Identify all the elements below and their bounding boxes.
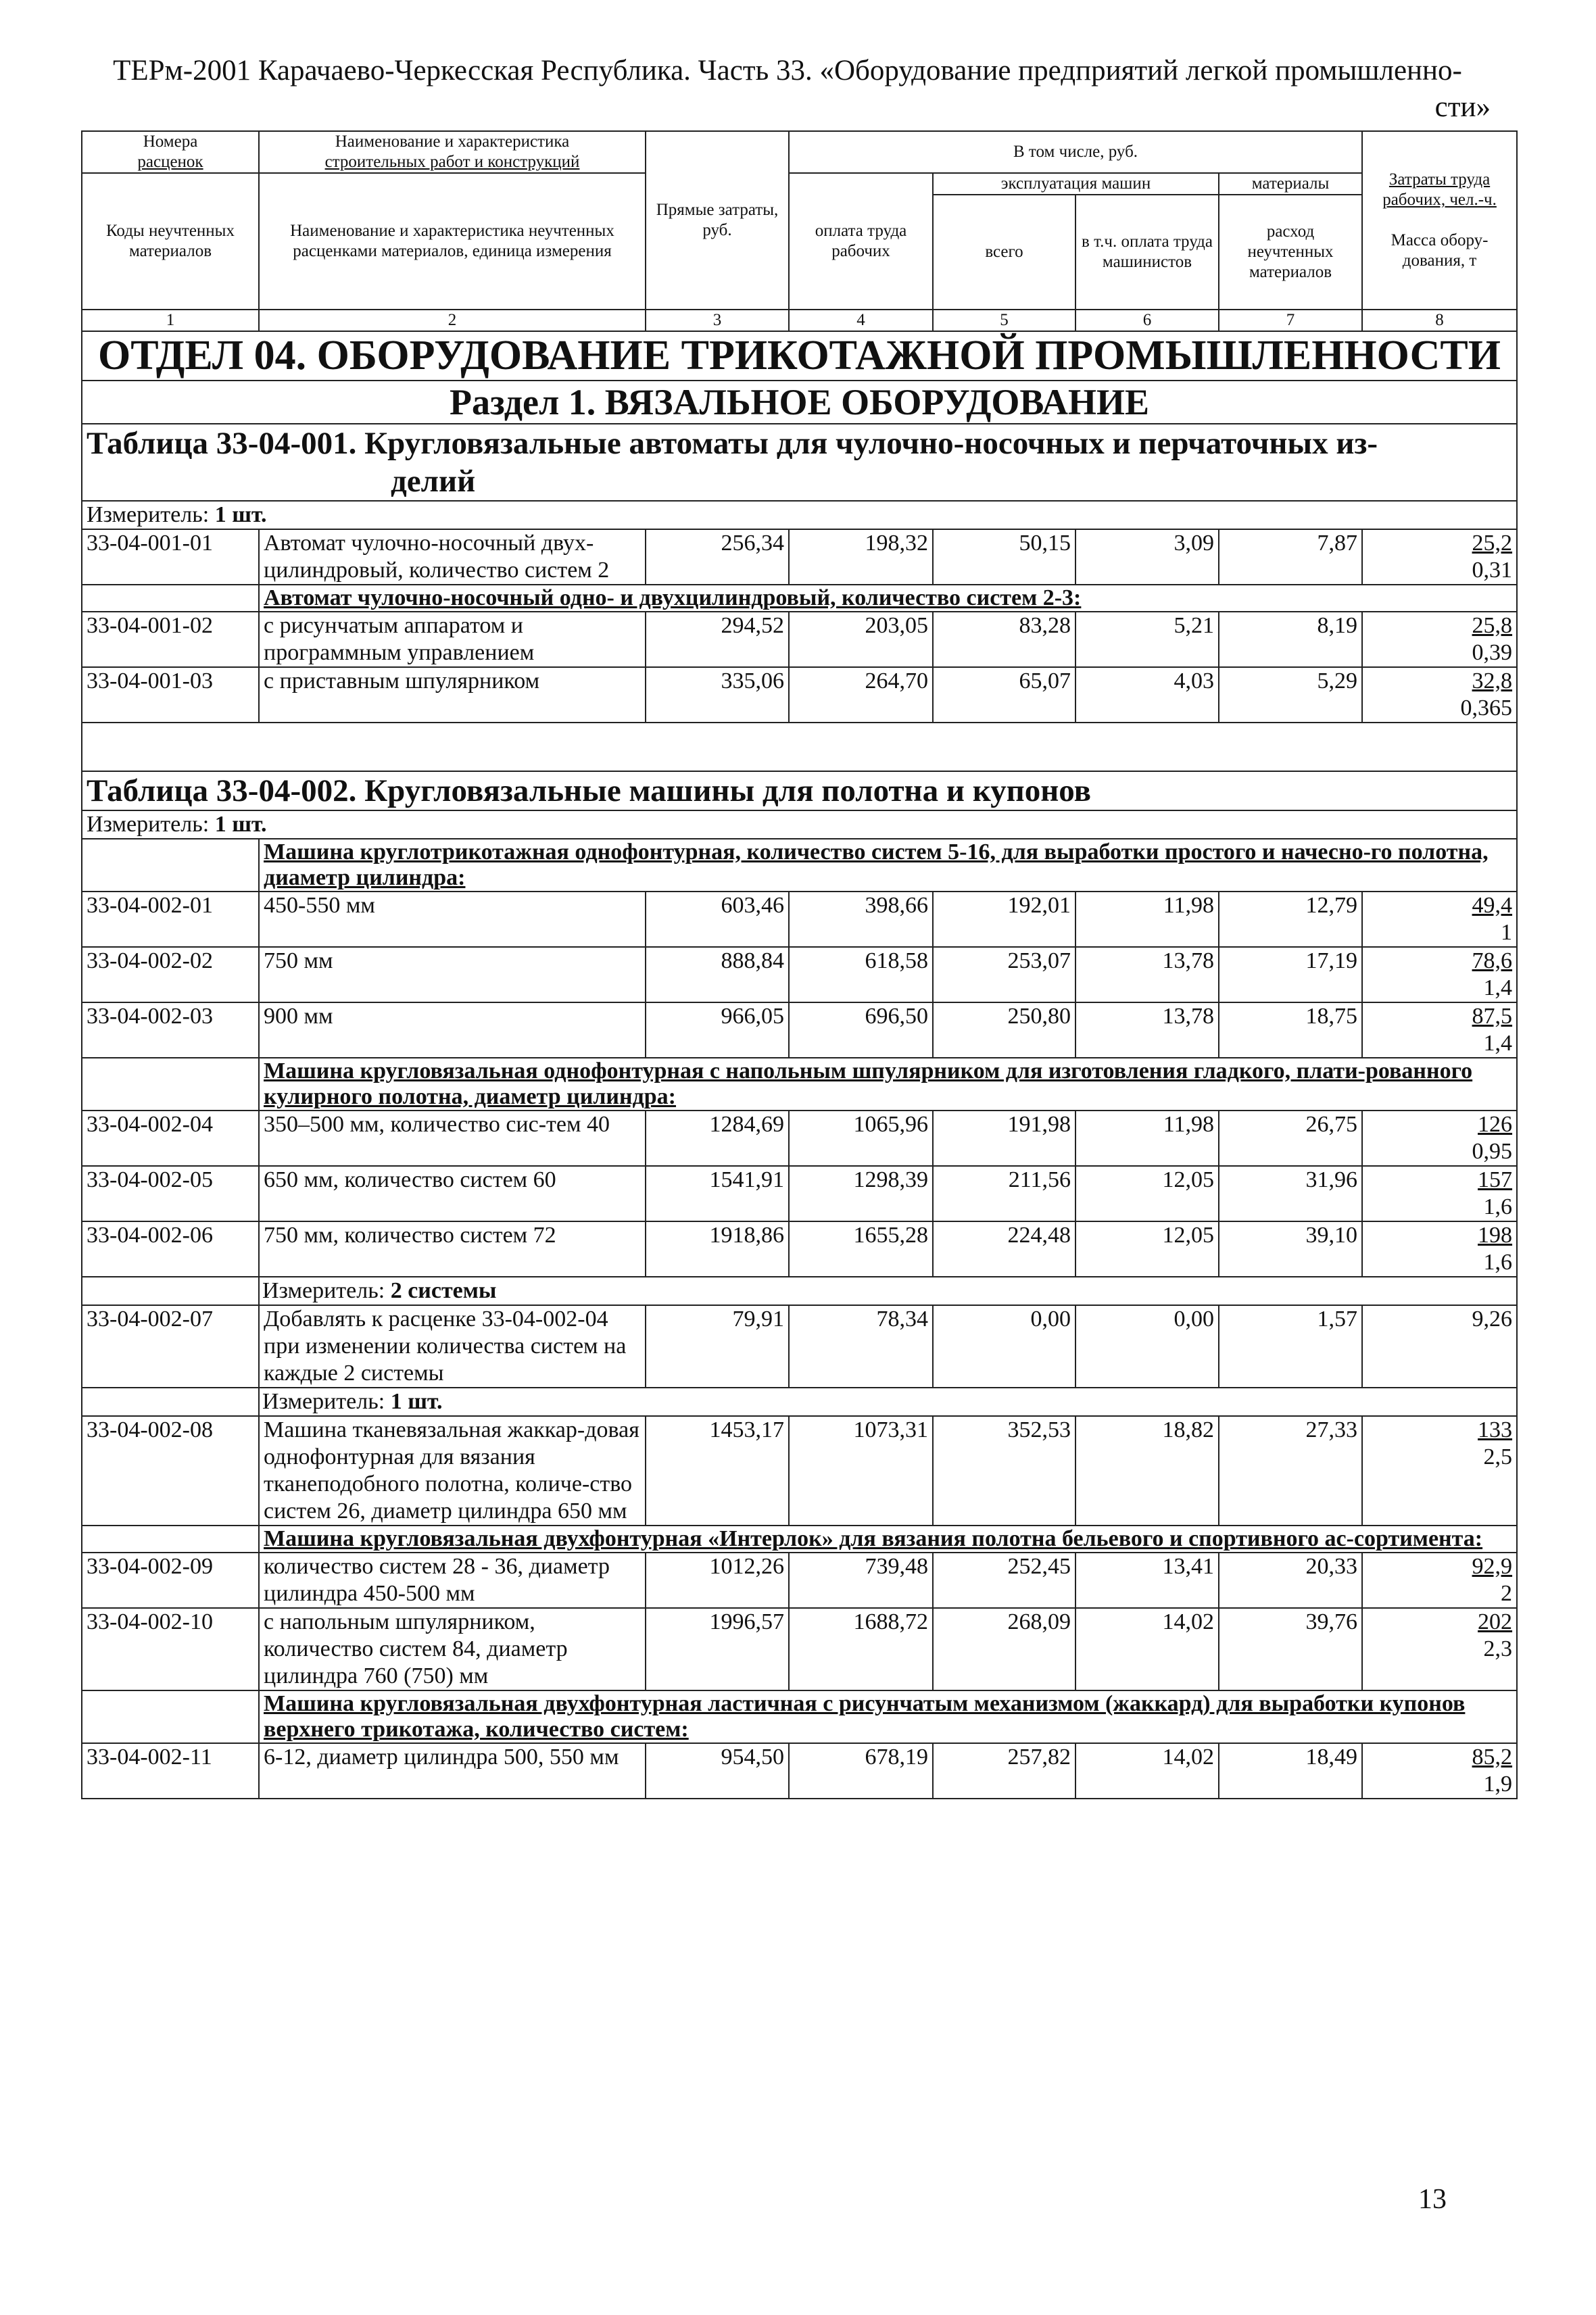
table-row <box>82 1221 1517 1277</box>
direct-cost: 1284,69 <box>646 1111 789 1166</box>
table-row <box>82 1743 1517 1799</box>
row-name: Добавлять к расценке 33-04-002-04 при изменении количества систем на каждые 2 системы <box>259 1305 646 1388</box>
table-row <box>82 1305 1517 1388</box>
group-title: Машина круглотрикотажная однофонтурная, количество систем 5-16, для выработки простого и начесно-го полотна, диаметр цилиндра: <box>259 839 1517 892</box>
group-title: Машина кругловязальная двухфонтурная «Интерлок» для вязания полотна бельевого и спортивного ас-сортимента: <box>259 1526 1517 1553</box>
machine-total: 352,53 <box>933 1416 1075 1526</box>
materials: 26,75 <box>1219 1111 1362 1166</box>
row-code: 33-04-002-04 <box>82 1111 259 1166</box>
row-code: 33-04-002-11 <box>82 1743 259 1799</box>
row-name: Машина тканевязальная жаккар-довая однофонтурная для вязания тканеподобного полотна, количе-ство систем 26, диаметр цилиндра 650 мм <box>259 1416 646 1526</box>
machine-total: 250,80 <box>933 1002 1075 1058</box>
row-code: 33-04-002-01 <box>82 892 259 947</box>
col-number: 5 <box>933 310 1075 331</box>
labor-pay: 1073,31 <box>789 1416 933 1526</box>
table-row <box>82 612 1517 667</box>
table-header <box>82 131 1517 331</box>
machinists-pay: 14,02 <box>1075 1743 1219 1799</box>
machine-total: 257,82 <box>933 1743 1075 1799</box>
materials: 1,57 <box>1219 1305 1362 1388</box>
col-number: 8 <box>1362 310 1517 331</box>
col-number: 2 <box>259 310 646 331</box>
row-name: количество систем 28 - 36, диаметр цилиндра 450-500 мм <box>259 1553 646 1608</box>
direct-cost: 888,84 <box>646 947 789 1002</box>
materials: 31,96 <box>1219 1166 1362 1221</box>
labor-pay: 198,32 <box>789 529 933 585</box>
materials-header: материалы <box>1219 173 1362 195</box>
row-code: 33-04-002-09 <box>82 1553 259 1608</box>
table-row <box>82 667 1517 723</box>
machinists-pay: 5,21 <box>1075 612 1219 667</box>
materials: 18,49 <box>1219 1743 1362 1799</box>
table1-title: Таблица 33-04-001. Кругловязальные автоматы для чулочно-носочных и перчаточных из- делий <box>82 424 1517 501</box>
included-header: В том числе, руб. <box>789 131 1362 173</box>
row-name: 450-550 мм <box>259 892 646 947</box>
row-code: 33-04-002-02 <box>82 947 259 1002</box>
col-number: 6 <box>1075 310 1219 331</box>
price-table <box>81 130 1518 1799</box>
labor-mass: 198 1,6 <box>1362 1221 1517 1277</box>
row-code: 33-04-001-03 <box>82 667 259 723</box>
direct-cost: 1012,26 <box>646 1553 789 1608</box>
machine-total: 0,00 <box>933 1305 1075 1388</box>
labor-mass: 25,2 0,31 <box>1362 529 1517 585</box>
labor-pay: 618,58 <box>789 947 933 1002</box>
machine-total: 211,56 <box>933 1166 1075 1221</box>
materials: 17,19 <box>1219 947 1362 1002</box>
row-name: Автомат чулочно-носочный двух-цилиндровый, количество систем 2 <box>259 529 646 585</box>
labor-mass: 92,9 2 <box>1362 1553 1517 1608</box>
direct-cost: 256,34 <box>646 529 789 585</box>
materials: 12,79 <box>1219 892 1362 947</box>
meter-one-unit: Измеритель: 1 шт. <box>259 1388 1517 1416</box>
machinists-pay: 12,05 <box>1075 1221 1219 1277</box>
row-name: 750 мм, количество систем 72 <box>259 1221 646 1277</box>
machinists-header: в т.ч. оплата труда машинистов <box>1075 195 1219 310</box>
table-row <box>82 1553 1517 1608</box>
col3-header: Прямые затраты, руб. <box>646 131 789 310</box>
labor-mass: 49,4 1 <box>1362 892 1517 947</box>
machine-total: 192,01 <box>933 892 1075 947</box>
machinists-pay: 13,78 <box>1075 1002 1219 1058</box>
labor-mass: 126 0,95 <box>1362 1111 1517 1166</box>
group-title: Машина кругловязальная двухфонтурная ластичная с рисунчатым механизмом (жаккард) для выработки купонов верхнего трикотажа, количество систем: <box>259 1690 1517 1743</box>
machinists-pay: 11,98 <box>1075 892 1219 947</box>
materials: 27,33 <box>1219 1416 1362 1526</box>
labor-pay: 398,66 <box>789 892 933 947</box>
materials: 20,33 <box>1219 1553 1362 1608</box>
row-name: 900 мм <box>259 1002 646 1058</box>
machine-exploit-header: эксплуатация машин <box>933 173 1219 195</box>
spacer <box>82 723 1517 771</box>
row-code: 33-04-002-10 <box>82 1608 259 1690</box>
direct-cost: 335,06 <box>646 667 789 723</box>
row-name: с рисунчатым аппаратом и программным управлением <box>259 612 646 667</box>
col1-header-bottom: Коды неучтенных материалов <box>82 173 259 310</box>
labor-pay: 1655,28 <box>789 1221 933 1277</box>
labor-pay: 1298,39 <box>789 1166 933 1221</box>
machinists-pay: 13,78 <box>1075 947 1219 1002</box>
col1-header-top: Номера расценок <box>82 131 259 173</box>
machinists-pay: 4,03 <box>1075 667 1219 723</box>
direct-cost: 1453,17 <box>646 1416 789 1526</box>
labor-mass: 85,2 1,9 <box>1362 1743 1517 1799</box>
labor-mass: 202 2,3 <box>1362 1608 1517 1690</box>
machinists-pay: 3,09 <box>1075 529 1219 585</box>
page-number: 13 <box>1418 2184 1447 2215</box>
labor-hours: 9,26 <box>1362 1305 1517 1388</box>
labor-mass: 78,6 1,4 <box>1362 947 1517 1002</box>
materials: 8,19 <box>1219 612 1362 667</box>
labor-mass: 87,5 1,4 <box>1362 1002 1517 1058</box>
section-title: Раздел 1. ВЯЗАЛЬНОЕ ОБОРУДОВАНИЕ <box>82 381 1517 424</box>
direct-cost: 79,91 <box>646 1305 789 1388</box>
labor-mass: 32,8 0,365 <box>1362 667 1517 723</box>
row-code: 33-04-001-02 <box>82 612 259 667</box>
direct-cost: 966,05 <box>646 1002 789 1058</box>
machinists-pay: 14,02 <box>1075 1608 1219 1690</box>
table1-meter: Измеритель: 1 шт. <box>82 501 1517 529</box>
table-row <box>82 1111 1517 1166</box>
materials: 5,29 <box>1219 667 1362 723</box>
row-name: с напольным шпулярником, количество систем 84, диаметр цилиндра 760 (750) мм <box>259 1608 646 1690</box>
col-number: 4 <box>789 310 933 331</box>
machine-total: 83,28 <box>933 612 1075 667</box>
total-header: всего <box>933 195 1075 310</box>
machine-total: 65,07 <box>933 667 1075 723</box>
col8-header: Затраты труда рабочих, чел.-ч. Масса обору-дования, т <box>1362 131 1517 310</box>
materials: 7,87 <box>1219 529 1362 585</box>
labor-pay: 739,48 <box>789 1553 933 1608</box>
machinists-pay: 11,98 <box>1075 1111 1219 1166</box>
machine-total: 268,09 <box>933 1608 1075 1690</box>
row-code: 33-04-002-03 <box>82 1002 259 1058</box>
row-code: 33-04-001-01 <box>82 529 259 585</box>
row-name: 350–500 мм, количество сис-тем 40 <box>259 1111 646 1166</box>
table-row <box>82 947 1517 1002</box>
machine-total: 253,07 <box>933 947 1075 1002</box>
machine-total: 224,48 <box>933 1221 1075 1277</box>
machine-total: 252,45 <box>933 1553 1075 1608</box>
row-name: 750 мм <box>259 947 646 1002</box>
direct-cost: 294,52 <box>646 612 789 667</box>
col-number: 1 <box>82 310 259 331</box>
header-line-2: сти» <box>1434 91 1491 123</box>
machinists-pay: 12,05 <box>1075 1166 1219 1221</box>
column-numbers-row <box>82 310 1517 331</box>
labor-mass: 133 2,5 <box>1362 1416 1517 1526</box>
labor-pay: 678,19 <box>789 1743 933 1799</box>
row-name: 6-12, диаметр цилиндра 500, 550 мм <box>259 1743 646 1799</box>
table-row <box>82 1166 1517 1221</box>
labor-mass: 157 1,6 <box>1362 1166 1517 1221</box>
table-row <box>82 892 1517 947</box>
materials: 39,76 <box>1219 1608 1362 1690</box>
labor-pay: 696,50 <box>789 1002 933 1058</box>
direct-cost: 1541,91 <box>646 1166 789 1221</box>
machine-total: 50,15 <box>933 529 1075 585</box>
row-name: 650 мм, количество систем 60 <box>259 1166 646 1221</box>
labor-pay: 264,70 <box>789 667 933 723</box>
labor-pay: 1688,72 <box>789 1608 933 1690</box>
materials: 39,10 <box>1219 1221 1362 1277</box>
labor-pay: 78,34 <box>789 1305 933 1388</box>
page-header <box>84 53 1491 126</box>
materials-use-header: расход неучтенных материалов <box>1219 195 1362 310</box>
labor-mass: 25,8 0,39 <box>1362 612 1517 667</box>
meter-two-systems: Измеритель: 2 системы <box>259 1277 1517 1305</box>
machinists-pay: 13,41 <box>1075 1553 1219 1608</box>
table-row <box>82 529 1517 585</box>
row-code: 33-04-002-08 <box>82 1416 259 1526</box>
direct-cost: 603,46 <box>646 892 789 947</box>
col2-header-bottom: Наименование и характеристика неучтенных расценками материалов, единица измерения <box>259 173 646 310</box>
table-row <box>82 1002 1517 1058</box>
machinists-pay: 18,82 <box>1075 1416 1219 1526</box>
row-code: 33-04-002-05 <box>82 1166 259 1221</box>
department-title: ОТДЕЛ 04. ОБОРУДОВАНИЕ ТРИКОТАЖНОЙ ПРОМЫШЛЕННОСТИ <box>82 331 1517 381</box>
labor-pay: 203,05 <box>789 612 933 667</box>
direct-cost: 1918,86 <box>646 1221 789 1277</box>
table-row <box>82 1416 1517 1526</box>
header-line-1: ТЕРм-2001 Карачаево-Черкесская Республика. Часть 33. «Оборудование предприятий легкой промышленно- <box>113 55 1462 87</box>
table-row <box>82 1608 1517 1690</box>
direct-cost: 1996,57 <box>646 1608 789 1690</box>
labor-pay: 1065,96 <box>789 1111 933 1166</box>
group-title: Автомат чулочно-носочный одно- и двухцилиндровый, количество систем 2-3: <box>259 585 1517 612</box>
materials: 18,75 <box>1219 1002 1362 1058</box>
direct-cost: 954,50 <box>646 1743 789 1799</box>
group-title: Машина кругловязальная однофонтурная с напольным шпулярником для изготовления гладкого, плати-рованного кулирного полотна, диаметр цилиндра: <box>259 1058 1517 1111</box>
machinists-pay: 0,00 <box>1075 1305 1219 1388</box>
machine-total: 191,98 <box>933 1111 1075 1166</box>
row-code: 33-04-002-06 <box>82 1221 259 1277</box>
table2-title: Таблица 33-04-002. Кругловязальные машины для полотна и купонов <box>82 771 1517 810</box>
col-number: 3 <box>646 310 789 331</box>
table2-meter: Измеритель: 1 шт. <box>82 810 1517 839</box>
labor-pay-header: оплата труда рабочих <box>789 173 933 310</box>
col2-header-top: Наименование и характеристика строительных работ и конструкций <box>259 131 646 173</box>
row-name: с приставным шпулярником <box>259 667 646 723</box>
col-number: 7 <box>1219 310 1362 331</box>
row-code: 33-04-002-07 <box>82 1305 259 1388</box>
